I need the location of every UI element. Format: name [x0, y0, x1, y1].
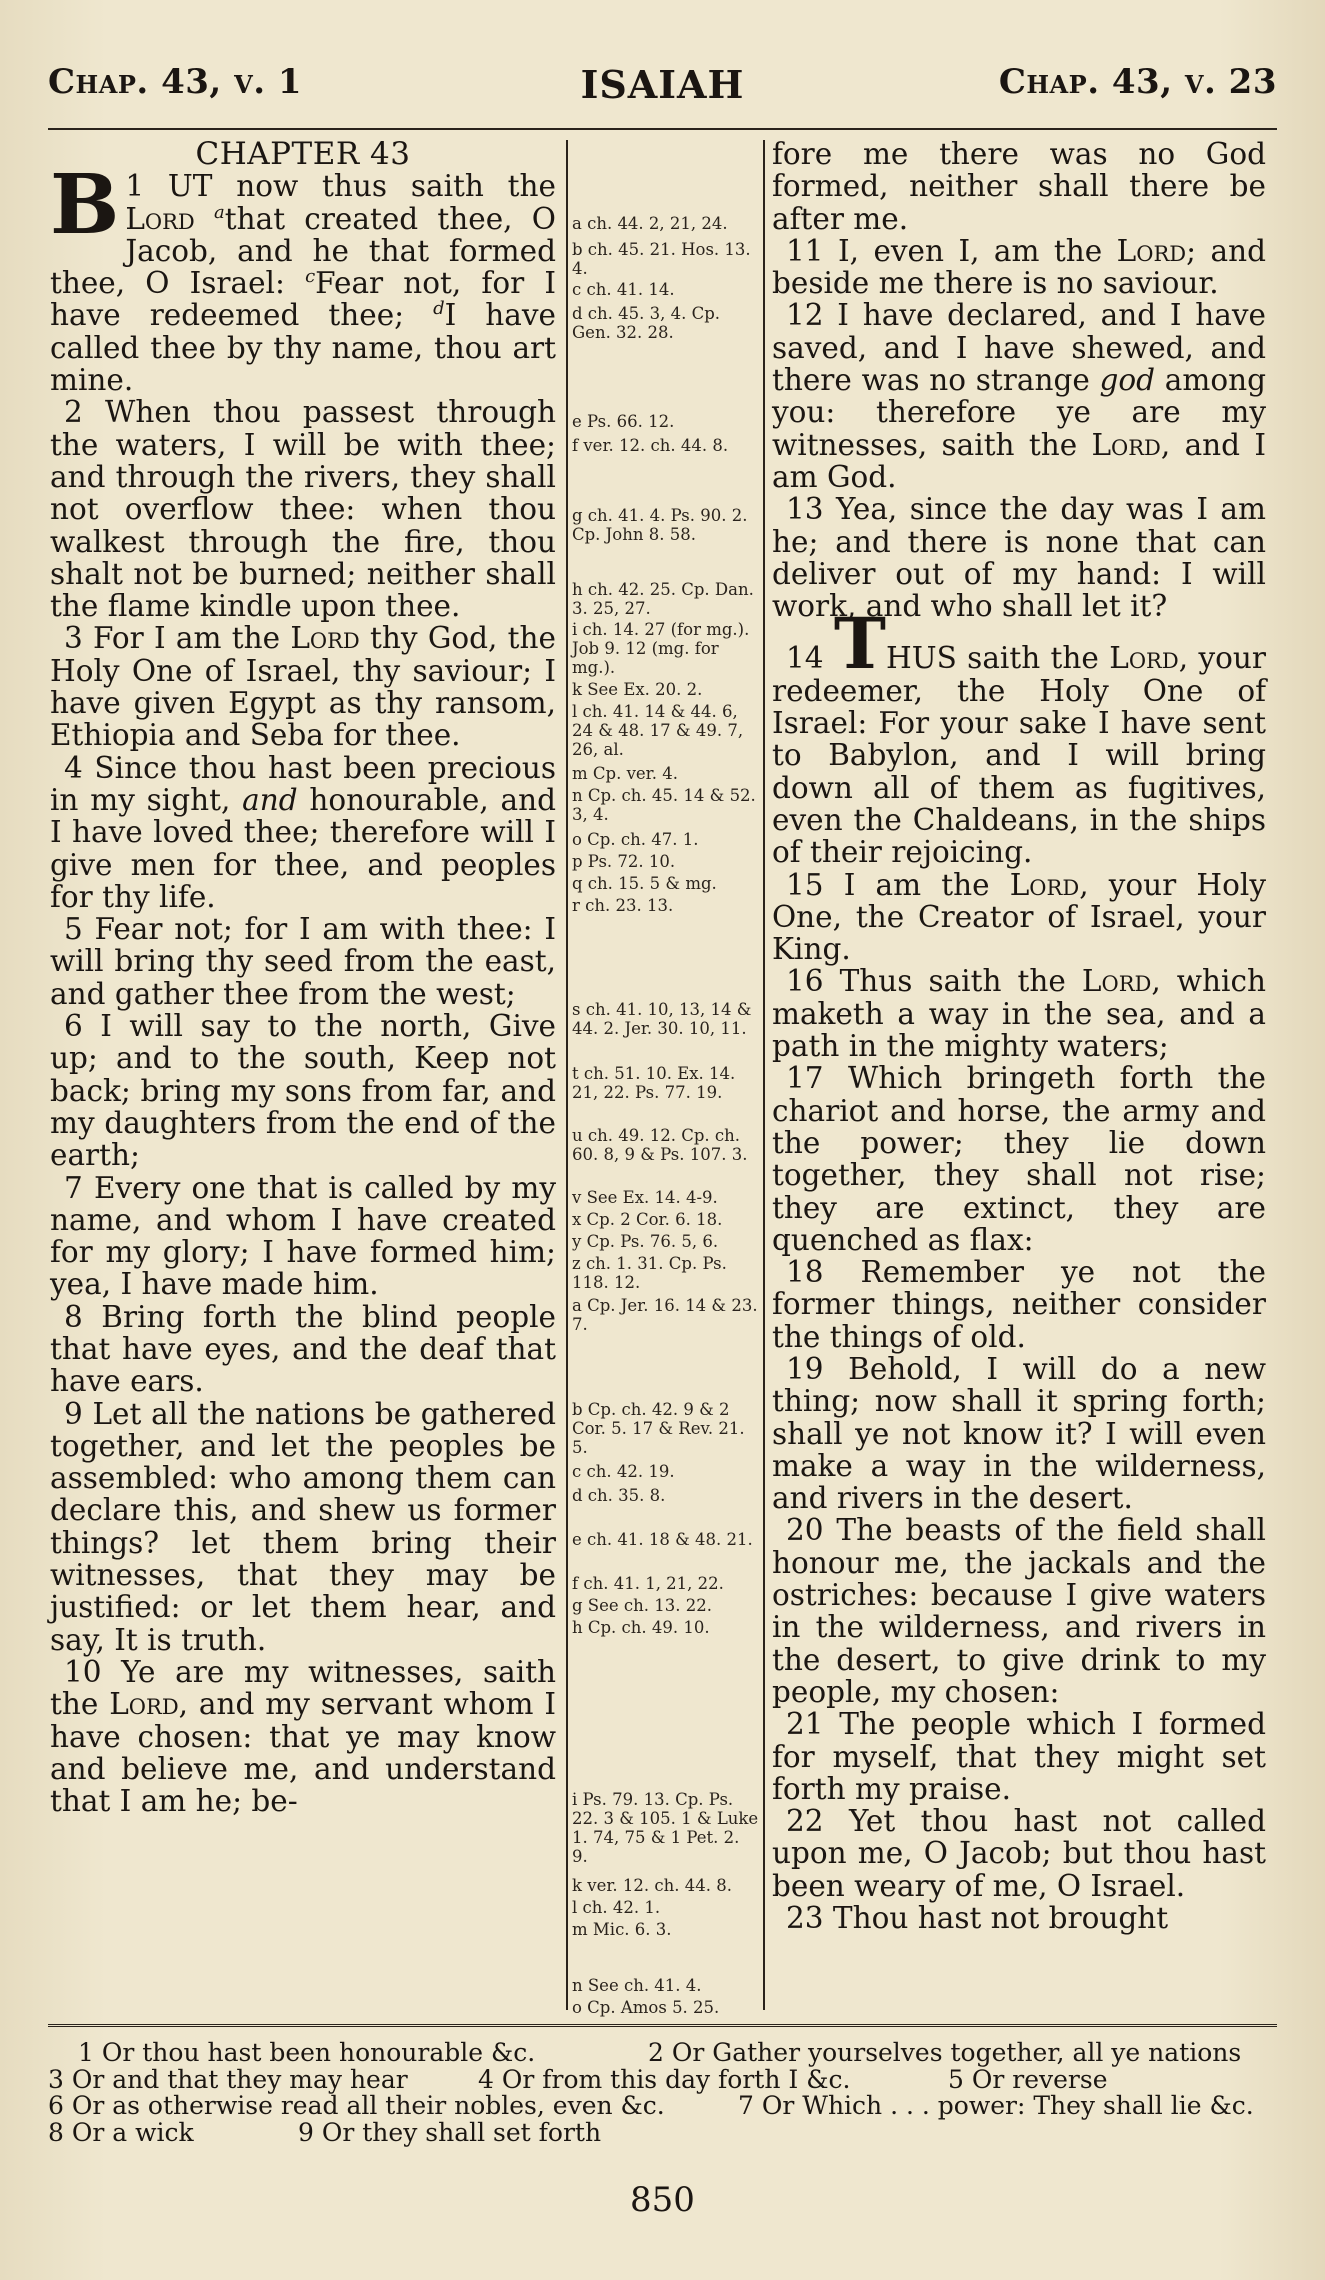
footnote-rule — [48, 2024, 1277, 2027]
lord-smallcaps: Lord — [1109, 641, 1179, 676]
page-header — [48, 62, 1277, 132]
verse-text: 11 I, even I, am the — [786, 233, 1117, 268]
verse-14 — [772, 602, 1266, 870]
cross-reference: o Cp. ch. 47. 1. — [572, 830, 699, 849]
verse-22: 22 Yet thou hast not called upon me, O Jacob; but thou hast been weary of me, O Israel. — [772, 1804, 1266, 1903]
cross-reference: f ch. 41. 1, 21, 22. — [572, 1574, 724, 1593]
lord-smallcaps: Lord — [1081, 964, 1152, 999]
cross-reference: m Cp. ver. 4. — [572, 764, 678, 783]
verse-12 — [772, 299, 1266, 493]
verse-text: thy God, the Holy One of Israel, thy saviour; I have given Egypt as thy ransom, Ethiopia and Seba for thee. — [50, 621, 556, 753]
cross-reference: c ch. 42. 19. — [572, 1462, 675, 1481]
lord-smallcaps: Lord — [1009, 867, 1080, 902]
footnote: 6 Or as otherwise read all their nobles, even &c. — [48, 2091, 665, 2120]
lord-smallcaps: Lord — [109, 1687, 179, 1722]
large-initial: T — [833, 602, 887, 686]
cross-reference: b ch. 45. 21. Hos. 13. 4. — [572, 240, 751, 278]
cross-reference: i ch. 14. 27 (for mg.). Job 9. 12 (mg. for mg.). — [572, 620, 750, 677]
verse-1: 1 B UT now thus saith the Lord $^a$that created thee, O Jacob, and he that formed thee, O Israel: $^c$Fear not, for I have redeemed thee; $^d$I have called thee by thy name, thou art mine. — [50, 157, 556, 398]
verse-13: 13 Yea, since the day was I am he; and there is none that can deliver out of my hand: I will work, and who shall let it? — [772, 492, 1266, 624]
cross-reference: h ch. 42. 25. Cp. Dan. 3. 25, 27. — [572, 580, 754, 618]
verse-text: that created thee, O Jacob, and he that formed thee, O Israel: — [50, 201, 556, 301]
header-rule — [48, 128, 1277, 130]
header-right-reference: Chap. 43, v. 23 — [998, 62, 1277, 102]
verse-15 — [772, 869, 1266, 966]
cross-reference: e Ps. 66. 12. — [572, 412, 675, 431]
cross-reference: y Cp. Ps. 76. 5, 6. — [572, 1232, 719, 1251]
verse-text: honourable, and I have loved thee; therefore will I give men for thee, and peoples for thy life. — [50, 782, 556, 914]
verse-23: 23 Thou hast not brought — [786, 1901, 1169, 1936]
cross-reference: p Ps. 72. 10. — [572, 852, 676, 871]
verse-14-number: 14 — [786, 641, 824, 676]
footnote: 9 Or they shall set forth — [298, 2117, 602, 2147]
verse-text: ; and beside me there is no saviour. — [772, 233, 1266, 301]
lord-smallcaps: Lord — [1091, 427, 1161, 462]
verse-text: , which maketh a way in the sea, and a path in the mighty waters; — [772, 964, 1266, 1064]
cross-reference: d ch. 35. 8. — [572, 1486, 666, 1505]
verse-text: 3 For I am the — [64, 621, 291, 656]
cross-reference: d ch. 45. 3, 4. Cp. Gen. 32. 28. — [572, 304, 721, 342]
cross-reference: l ch. 41. 14 & 44. 6, 24 & 48. 17 & 49. 7, 26, al. — [572, 702, 744, 759]
cross-reference: c ch. 41. 14. — [572, 280, 675, 299]
footnote: 4 Or from this day forth I &c. — [478, 2064, 851, 2094]
verse-text: I have called thee by thy name, thou art mine. — [50, 298, 556, 398]
cross-reference: u ch. 49. 12. Cp. ch. 60. 8, 9 & Ps. 107. 3. — [572, 1126, 748, 1164]
drop-cap: B — [50, 157, 120, 254]
cross-reference: r ch. 23. 13. — [572, 896, 674, 915]
verse-10-continuation: fore me there was no God formed, neither shall there be after me. — [772, 137, 1266, 236]
verse-4 — [50, 752, 556, 913]
cross-reference: x Cp. 2 Cor. 6. 18. — [572, 1210, 723, 1229]
page-number: 850 — [630, 2180, 695, 2220]
verse-18: 18 Remember ye not the former things, neither consider the things of old. — [772, 1255, 1266, 1354]
cross-reference: g ch. 41. 4. Ps. 90. 2. Cp. John 8. 58. — [572, 506, 748, 544]
cross-reference: h Cp. ch. 49. 10. — [572, 1618, 710, 1637]
footnote: 5 Or reverse — [948, 2064, 1108, 2094]
footnote: 1 Or thou hast been honourable &c. — [78, 2038, 536, 2067]
cross-reference: f ver. 12. ch. 44. 8. — [572, 436, 729, 455]
cross-reference: s ch. 41. 10, 13, 14 & 44. 2. Jer. 30. 10, 11. — [572, 1000, 752, 1038]
cross-reference: i Ps. 79. 13. Cp. Ps. 22. 3 & 105. 1 & Luke 1. 74, 75 & 1 Pet. 2. 9. — [572, 1790, 759, 1866]
cross-reference: o Cp. Amos 5. 25. — [572, 1998, 720, 2017]
verse-6: 6 I will say to the north, Give up; and to the south, Keep not back; bring my sons from far, and my daughters from the end of the earth; — [50, 1009, 556, 1173]
cross-reference: n See ch. 41. 4. — [572, 1976, 702, 1995]
verse-9: 9 Let all the nations be gathered together, and let the peoples be assembled: who among them can declare this, and shew us former things? let them bring their witnesses, that they may be justified: or let them hear, and say, It is truth. — [50, 1396, 556, 1657]
verse-text: 16 Thus saith the — [786, 964, 1082, 999]
book-title: ISAIAH — [580, 62, 745, 107]
cross-reference: e ch. 41. 18 & 48. 21. — [572, 1530, 753, 1549]
verse-text: 4 Since thou hast been precious in my sight, — [50, 750, 556, 817]
verse-text: 15 I am the — [786, 867, 1010, 902]
left-text-column — [50, 138, 556, 1817]
cross-reference: k See Ex. 20. 2. — [572, 680, 703, 699]
lord-smallcaps: Lord — [1116, 233, 1187, 268]
verse-8: 8 Bring forth the blind people that have eyes, and the deaf that have ears. — [50, 1299, 556, 1399]
cross-reference: g See ch. 13. 22. — [572, 1596, 712, 1615]
cross-reference: l ch. 42. 1. — [572, 1898, 661, 1917]
footnote: 3 Or and that they may hear — [48, 2064, 408, 2094]
chapter-title: CHAPTER 43 — [195, 136, 411, 172]
verse-16 — [772, 965, 1266, 1062]
verse-text: UT now thus saith the — [167, 169, 556, 204]
column-divider-left — [566, 140, 568, 2010]
verse-7: 7 Every one that is called by my name, and whom I have created for my glory; I have formed him; yea, I have made him. — [50, 1170, 556, 1302]
verse-1-number: 1 — [125, 169, 145, 204]
lord-smallcaps: Lord — [290, 621, 360, 656]
column-divider-right — [763, 140, 765, 2010]
verse-text: Fear not, for I have redeemed thee; — [50, 266, 556, 333]
verse-text: , and my servant whom I have chosen: that ye may know and believe me, and understand that I am he; be- — [50, 1687, 556, 1819]
verse-3 — [50, 622, 556, 751]
cross-reference: n Cp. ch. 45. 14 & 52. 3, 4. — [572, 786, 756, 824]
cross-reference: k ver. 12. ch. 44. 8. — [572, 1876, 732, 1895]
cross-reference: m Mic. 6. 3. — [572, 1920, 672, 1939]
footnotes — [48, 2040, 1277, 2146]
verse-11 — [772, 235, 1266, 300]
footnote: 7 Or Which . . . power: They shall lie &c. — [738, 2091, 1254, 2120]
cross-reference: t ch. 51. 10. Ex. 14. 21, 22. Ps. 77. 19. — [572, 1064, 736, 1102]
right-text-column — [772, 138, 1266, 1934]
verse-10 — [50, 1656, 556, 1817]
verse-text: , and I am God. — [772, 427, 1266, 494]
cross-reference: v See Ex. 14. 4-9. — [572, 1188, 718, 1207]
verse-text: 12 I have declared, and I have saved, and I have shewed, and there was no strange — [772, 298, 1266, 398]
verse-text: , your Holy One, the Creator of Israel, your King. — [772, 867, 1267, 967]
cross-reference: b Cp. ch. 42. 9 & 2 Cor. 5. 17 & Rev. 21. 5. — [572, 1400, 745, 1457]
verse-text: HUS saith the — [886, 641, 1110, 676]
lord-smallcaps: Lord — [125, 201, 195, 236]
cross-reference: a Cp. Jer. 16. 14 & 23. 7. — [572, 1296, 758, 1334]
verse-text: , your redeemer, the Holy One of Israel: For your sake I have sent to Babylon, and I will bring down all of them as fugitives, even the Chaldeans, in the ships of their rejoicing. — [772, 641, 1266, 870]
verse-19: 19 Behold, I will do a new thing; now shall it spring forth; shall ye not know it? I will even make a way in the wilderness, and rivers in the desert. — [772, 1351, 1266, 1516]
cross-reference: q ch. 15. 5 & mg. — [572, 874, 717, 893]
verse-5: 5 Fear not; for I am with thee: I will bring thy seed from the east, and gather thee from the west; — [50, 912, 556, 1011]
verse-20: 20 The beasts of the field shall honour me, the jackals and the ostriches: because I give waters in the wilderness, and rivers in the desert, to give drink to my people, my chosen: — [772, 1513, 1266, 1709]
footnote: 8 Or a wick — [48, 2117, 194, 2147]
cross-reference: a ch. 44. 2, 21, 24. — [572, 214, 728, 233]
header-left-reference: Chap. 43, v. 1 — [48, 62, 303, 102]
footnote: 2 Or Gather yourselves together, all ye nations — [648, 2038, 1242, 2067]
verse-text: 10 Ye are my witnesses, saith the — [50, 1654, 556, 1722]
cross-reference: z ch. 1. 31. Cp. Ps. 118. 12. — [572, 1254, 727, 1292]
italic-word: god — [1099, 363, 1156, 398]
verse-text: among you: therefore ye are my witnesses, saith the — [772, 363, 1266, 462]
verse-21: 21 The people which I formed for myself, that they might set forth my praise. — [772, 1707, 1266, 1806]
verse-17: 17 Which bringeth forth the chariot and horse, the army and the power; they lie down together, they shall not rise; they are extinct, they are quenched as flax: — [772, 1061, 1266, 1257]
italic-word: and — [242, 782, 298, 817]
verse-2: 2 When thou passest through the waters, I will be with thee; and through the rivers, they shall not overflow thee: when thou walkest through the fire, thou shalt not be burned; neither shall the flame kindle upon thee. — [50, 395, 556, 624]
